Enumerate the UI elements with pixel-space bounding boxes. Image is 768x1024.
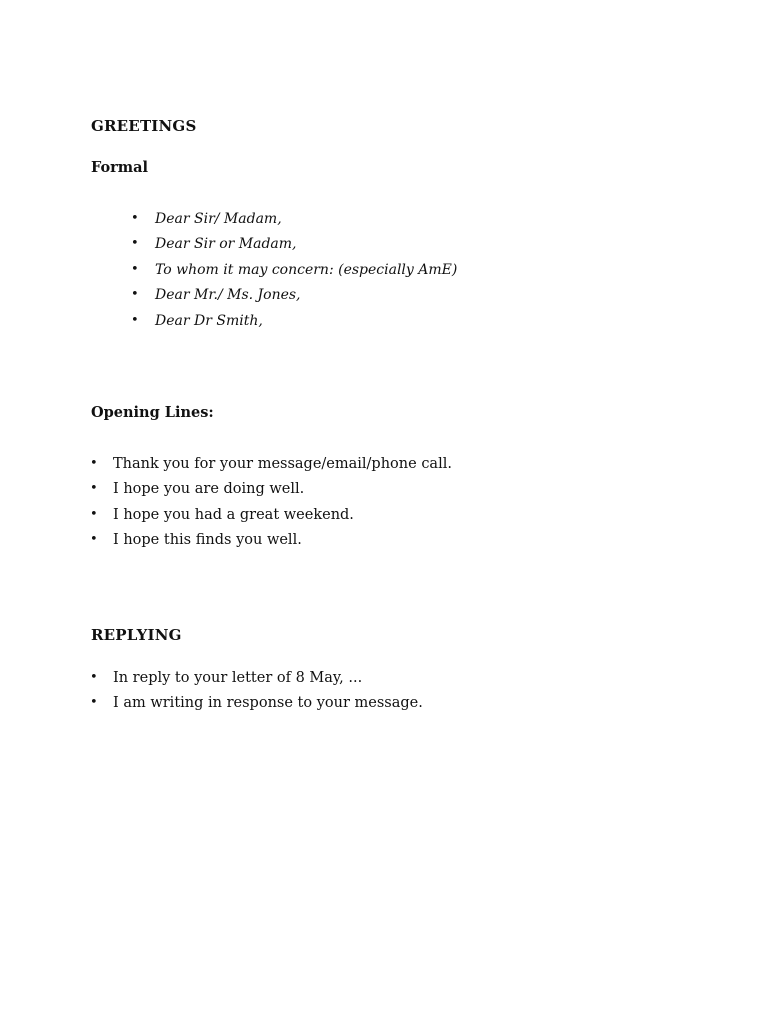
list-item-text: I am writing in response to your message. [113,695,423,712]
opening-lines-list [90,454,452,556]
list-item-text: I hope you had a great weekend. [113,506,354,523]
list-item-text: To whom it may concern: (especially AmE) [155,261,458,278]
list-item [90,505,452,530]
list-item-text: Dear Mr./ Ms. Jones, [155,287,301,304]
greetings-heading: GREETINGS [91,117,197,135]
list-item [131,234,457,259]
list-item [131,285,457,310]
list-item [90,693,423,718]
list-item-text: Dear Sir or Madam, [155,236,297,253]
list-item-text: I hope you are doing well. [113,481,305,498]
list-item [131,311,457,336]
bullet-icon: • [90,456,98,471]
bullet-icon: • [90,506,98,522]
list-item-text: In reply to your letter of 8 May, ... [113,670,363,686]
bullet-icon: • [131,211,139,226]
bullet-icon: • [131,287,139,303]
list-item-text: Dear Dr Smith, [155,312,263,329]
formal-greetings-list [131,209,458,336]
list-item-text: I hope this finds you well. [113,532,302,549]
list-item [90,479,452,504]
list-item-text: Dear Sir/ Madam, [155,211,282,227]
list-item [131,209,457,234]
bullet-icon: • [131,312,139,328]
replying-list [90,668,423,719]
list-item [90,668,423,693]
list-item [90,454,452,479]
bullet-icon: • [131,261,139,277]
bullet-icon: • [131,236,139,252]
formal-heading: Formal [91,159,149,176]
bullet-icon: • [90,695,98,711]
list-item [90,530,452,555]
opening-lines-heading: Opening Lines: [91,404,214,421]
bullet-icon: • [90,670,98,685]
bullet-icon: • [90,532,98,548]
list-item-text: Thank you for your message/email/phone call. [113,456,452,472]
bullet-icon: • [90,481,98,497]
list-item [131,260,458,285]
replying-heading: REPLYING [91,626,182,644]
